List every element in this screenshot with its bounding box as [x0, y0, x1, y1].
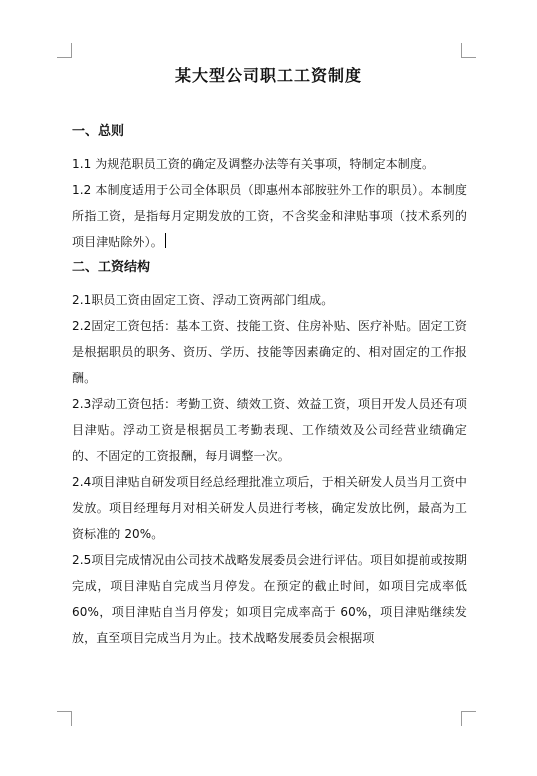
paragraph [72, 177, 467, 255]
paragraph: 2.3浮动工资包括：考勤工资、绩效工资、效益工资，项目开发人员还有项目津贴。浮动工资是根据员工考勤表现、工作绩效及公司经营业绩确定的、不固定的工资报酬，每月调整一次。 [72, 397, 467, 463]
section-heading-wage-structure: 二、工资结构 [72, 260, 151, 275]
section-heading-general: 一、总则 [72, 124, 125, 139]
text-cursor [165, 233, 166, 248]
paragraph: 2.1职员工资由固定工资、浮动工资两部门组成。 [72, 293, 334, 307]
crop-mark-top-left [57, 43, 72, 58]
document-body[interactable] [72, 117, 467, 651]
crop-mark-bottom-right [461, 711, 476, 726]
paragraph: 2.2固定工资包括：基本工资、技能工资、住房补贴、医疗补贴。固定工资是根据职员的职务、资历、学历、技能等因素确定的、相对固定的工作报酬。 [72, 319, 467, 385]
paragraph-text: 1.2 本制度适用于公司全体职员（即惠州本部胺驻外工作的职员）。本制度所指工资，是指每月定期发放的工资，不含奖金和津贴事项（技术系列的项目津贴除外）。 [72, 183, 467, 249]
paragraph: 2.5项目完成情况由公司技术战略发展委员会进行评估。项目如提前或按期完成，项目津贴自完成当月停发。在预定的截止时间，如项目完成率低 60%，项目津贴自当月停发；如项目完成率高于 60%，项目津贴继续发放，直至项目完成当月为止。技术战略发展委员会根据项 [72, 553, 467, 645]
paragraph: 2.4项目津贴自研发项目经总经理批准立项后，于相关研发人员当月工资中发放。项目经理每月对相关研发人员进行考核，确定发放比例，最高为工资标准的 20%。 [72, 475, 467, 541]
paragraph: 1.1 为规范职员工资的确定及调整办法等有关事项，特制定本制度。 [72, 157, 435, 171]
document-title: 某大型公司职工工资制度 [174, 66, 362, 85]
crop-mark-bottom-left [57, 711, 72, 726]
crop-mark-top-right [461, 43, 476, 58]
